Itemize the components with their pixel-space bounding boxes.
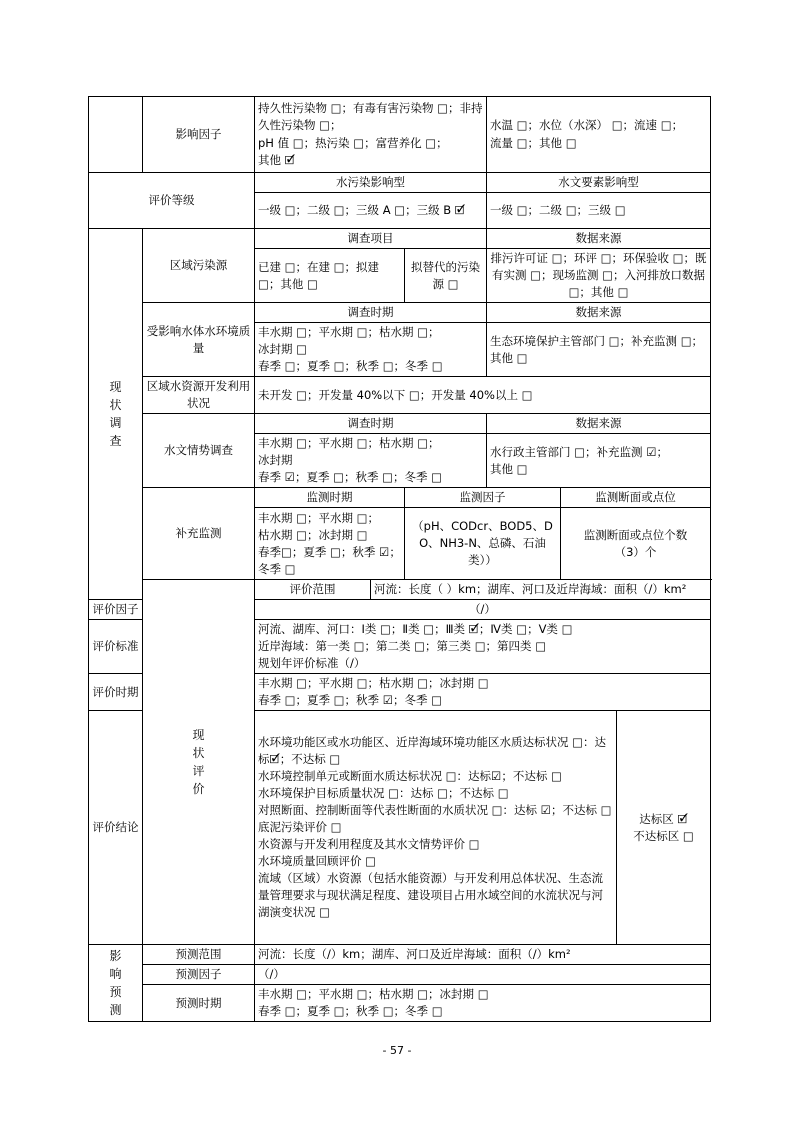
eval-scope-label: 评价范围 [255,580,371,600]
eval-factor-label: 评价因子 [89,600,143,620]
water-quality-label: 受影响水体水环境质量 [143,303,255,377]
impact-factor-pollution: 持久性污染物 □；有毒有害污染物 □；非持久性污染物 □； pH 值 □；热污染 □；富营养化 □； 其他 🗹 [255,97,487,173]
water-quality-period: 丰水期 □；平水期 □；枯水期 □； 冰封期 □ 春季 □；夏季 □；秋季 □；冬季 □ [255,323,487,377]
grade-header-pollution: 水污染影响型 [255,173,487,193]
grade-header-hydro: 水文要素影响型 [487,173,711,193]
eval-scope-row [89,580,711,600]
supplementary-header-period: 监测时期 [255,488,405,508]
supplementary-header-factor: 监测因子 [405,488,561,508]
impact-factor-hydro: 水温 □；水位（水深） □；流速 □； 流量 □；其他 □ [487,97,711,173]
eval-scope-value: 河流：长度（ ）km；湖库、河口及近岸海域：面积（/）km² [371,580,711,600]
survey-char: 现 [109,380,122,395]
grade-hydro: 一级 □；二级 □；三级 □ [487,193,711,229]
evaluation-char: 评 [192,764,205,779]
supplementary-header-section: 监测断面或点位 [561,488,711,508]
pred-scope-value: 河流：长度（/）km；湖库、河口及近岸海域：面积（/）km² [255,945,711,965]
eval-factor-value: （/） [255,600,711,620]
pred-scope-label: 预测范围 [143,945,255,965]
water-quality-header-period: 调查时期 [255,303,487,323]
survey-section-label [89,229,143,600]
regional-source-item-left: 已建 □；在建 □；拟建 □；其他 □ [255,249,405,303]
assessment-table [88,96,711,1022]
hydro-survey-source: 水行政主管部门 □；补充监测 ☑； 其他 □ [487,434,711,488]
supplementary-header-row [89,488,711,508]
impact-factor-row [89,97,711,173]
eval-standard-value: 河流、湖库、河口：Ⅰ类 □；Ⅱ类 □；Ⅲ类 🗹；Ⅳ类 □；Ⅴ类 □ 近岸海域：第一类 □；第二类 □；第三类 □；第四类 □ 规划年评价标准（/） [255,620,711,674]
survey-char: 查 [109,434,122,449]
eval-conclusion-label: 评价结论 [89,711,143,945]
pred-scope-row [89,945,711,965]
hydro-survey-header-period: 调查时期 [255,414,487,434]
supplementary-period: 丰水期 □；平水期 □； 枯水期 □；冰封期 □ 春季□；夏季 □；秋季 ☑；冬季 □ [255,508,405,580]
evaluation-section-label [143,580,255,945]
prediction-char: 响 [109,967,122,982]
regional-source-item-right: 拟替代的污染源 □ [405,249,487,303]
hydro-survey-period: 丰水期 □；平水期 □；枯水期 □； 冰封期 春季 ☑；夏季 □；秋季 □；冬季 □ [255,434,487,488]
eval-standard-label: 评价标准 [89,620,143,674]
pred-factor-value: （/） [255,965,711,985]
water-quality-source: 生态环境保护主管部门 □；补充监测 □；其他 □ [487,323,711,377]
regional-source-label: 区域污染源 [143,229,255,303]
evaluation-char: 状 [192,746,205,761]
survey-char: 状 [109,398,122,413]
grade-label: 评价等级 [89,173,255,229]
eval-period-label: 评价时期 [89,674,143,711]
hydro-survey-header-row [89,414,711,434]
supplementary-label: 补充监测 [143,488,255,580]
eval-conclusion-side: 达标区 🗹 不达标区 □ [617,711,711,945]
resource-use-value: 未开发 □；开发量 40%以下 □；开发量 40%以上 □ [255,377,711,414]
pred-factor-row [89,965,711,985]
impact-factor-label: 影响因子 [143,97,255,173]
evaluation-char: 价 [192,782,205,797]
survey-char: 调 [109,416,122,431]
resource-use-label: 区域水资源开发利用状况 [143,377,255,414]
prediction-char: 影 [109,949,122,964]
water-quality-header-row [89,303,711,323]
pred-factor-label: 预测因子 [143,965,255,985]
regional-source-header-item: 调查项目 [255,229,487,249]
supplementary-factor: （pH、CODcr、BOD5、DO、NH3-N、总磷、石油类）） [405,508,561,580]
supplementary-section: 监测断面或点位个数 （3）个 [561,508,711,580]
prediction-char: 预 [109,985,122,1000]
eval-period-value: 丰水期 □；平水期 □；枯水期 □；冰封期 □ 春季 □；夏季 □；秋季 ☑；冬季 □ [255,674,711,711]
pred-period-row [89,985,711,1022]
pred-period-label: 预测时期 [143,985,255,1022]
eval-conclusion-value: 水环境功能区或水功能区、近岸海域环境功能区水质达标状况 □：达标🗹；不达标 □ 水环境控制单元或断面水质达标状况 □：达标☑；不达标 □ 水环境保护目标质量状况 □：达标 □；不达标 □ 对照断面、控制断面等代表性断面的水质状况 □：达标 ☑；不达标 □ 底泥污染评价 □ 水资源与开发利用程度及其水文情势评价 □ 水环境质量回顾评价 □ 流域（区域）水资源（包括水能资源）与开发利用总体状况、生态流量管理要求与现状满足程度、建设项目占用水域空间的水流状况与河湖演变状况 □ [255,711,617,945]
regional-source-header-row [89,229,711,249]
page-number: - 57 - [382,1044,412,1057]
assessment-table-page [88,96,710,1022]
blank-cell [89,97,143,173]
water-quality-header-source: 数据来源 [487,303,711,323]
hydro-survey-label: 水文情势调查 [143,414,255,488]
hydro-survey-header-source: 数据来源 [487,414,711,434]
resource-use-row [89,377,711,414]
regional-source-source: 排污许可证 □；环评 □；环保验收 □；既有实测 □；现场监测 □；入河排放口数据 □；其他 □ [487,249,711,303]
pred-period-value: 丰水期 □；平水期 □；枯水期 □；冰封期 □ 春季 □；夏季 □；秋季 □；冬季 □ [255,985,711,1022]
regional-source-header-source: 数据来源 [487,229,711,249]
prediction-char: 测 [109,1003,122,1018]
prediction-section-label [89,945,143,1022]
grade-header-row [89,173,711,193]
evaluation-char: 现 [192,728,205,743]
grade-pollution: 一级 □；二级 □；三级 A □；三级 B 🗹 [255,193,487,229]
